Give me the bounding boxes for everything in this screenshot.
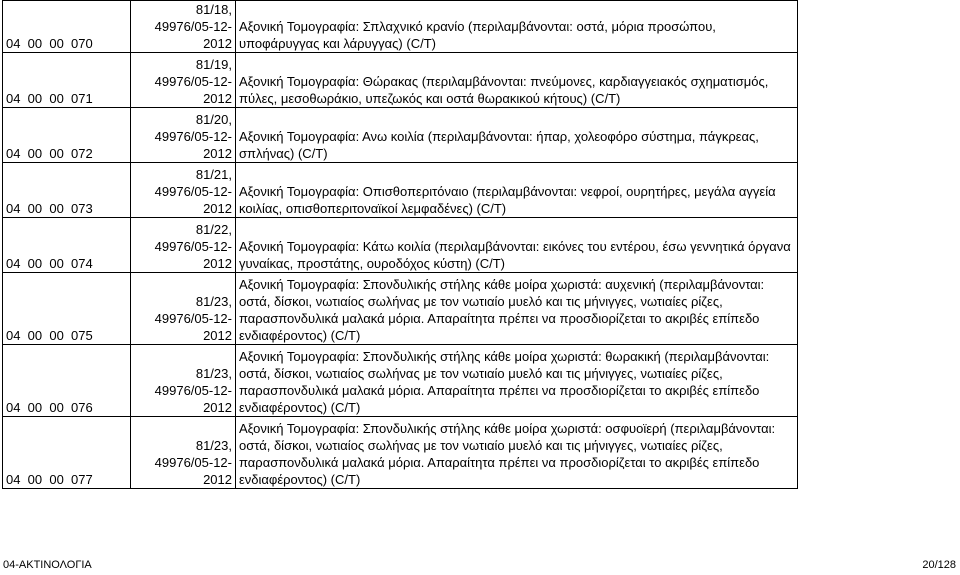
reference-line: 2012 <box>203 36 232 51</box>
procedure-description: Αξονική Τομογραφία: Σπονδυλικής στήλης κάθε μοίρα χωριστά: οσφυοϊερή (περιλαμβάνονται: οστά, δίσκοι, νωτιαίος σωλήνας με τον νωτιαίο μυελό και τις μήνιγγες, νωτιαίες ρίζες, παρασπονδυλικά μαλακά μόρια. Απαραίτητα πρέπει να προσδιορίζεται το ακριβές επίπεδο ενδιαφέροντος) (C/T) <box>236 417 798 489</box>
reference-line: 81/23, <box>195 438 232 453</box>
procedure-code: 04 00 00 072 <box>3 108 131 163</box>
procedure-code: 04 00 00 073 <box>3 163 131 218</box>
reference-cell <box>131 163 236 218</box>
reference-line: 49976/05-12- <box>154 311 232 326</box>
reference-line: 2012 <box>203 146 232 161</box>
reference-line: 81/21, <box>195 167 232 182</box>
procedure-description: Αξονική Τομογραφία: Οπισθοπεριτόναιο (περιλαμβάνονται: νεφροί, ουρητήρες, μεγάλα αγγεία κοιλίας, οπισθοπεριτοναϊκοί λεμφαδένες) (C/T) <box>236 163 798 218</box>
reference-line: 49976/05-12- <box>154 383 232 398</box>
reference-line: 49976/05-12- <box>154 129 232 144</box>
reference-line: 2012 <box>203 328 232 343</box>
table-row <box>3 53 798 108</box>
reference-line: 2012 <box>203 201 232 216</box>
procedure-description: Αξονική Τομογραφία: Σπονδυλικής στήλης κάθε μοίρα χωριστά: θωρακική (περιλαμβάνονται: οστά, δίσκοι, νωτιαίος σωλήνας με τον νωτιαίο μυελό και τις μήνιγγες, νωτιαίες ρίζες, παρασπονδυλικά μαλακά μόρια. Απαραίτητα πρέπει να προσδιορίζεται το ακριβές επίπεδο ενδιαφέροντος) (C/T) <box>236 345 798 417</box>
reference-line: 81/23, <box>195 366 232 381</box>
procedure-description: Αξονική Τομογραφία: Ανω κοιλία (περιλαμβάνονται: ήπαρ, χολεοφόρο σύστημα, πάγκρεας, σπλήνας) (C/T) <box>236 108 798 163</box>
reference-line: 81/19, <box>195 57 232 72</box>
reference-cell <box>131 108 236 163</box>
reference-cell <box>131 53 236 108</box>
procedure-code: 04 00 00 071 <box>3 53 131 108</box>
reference-cell <box>131 218 236 273</box>
reference-line: 49976/05-12- <box>154 239 232 254</box>
procedure-description: Αξονική Τομογραφία: Σπονδυλικής στήλης κάθε μοίρα χωριστά: αυχενική (περιλαμβάνονται: οστά, δίσκοι, νωτιαίος σωλήνας με τον νωτιαίο μυελό και τις μήνιγγες, νωτιαίες ρίζες, παρασπονδυλικά μαλακά μόρια. Απαραίτητα πρέπει να προσδιορίζεται το ακριβές επίπεδο ενδιαφέροντος) (C/T) <box>236 273 798 345</box>
reference-line: 2012 <box>203 91 232 106</box>
reference-line: 2012 <box>203 256 232 271</box>
procedure-description: Αξονική Τομογραφία: Θώρακας (περιλαμβάνονται: πνεύμονες, καρδιαγγειακός σχηματισμός, πύλες, μεσοθωράκιο, υπεζωκός και οστά θωρακικού κήτους) (C/T) <box>236 53 798 108</box>
procedure-description: Αξονική Τομογραφία: Κάτω κοιλία (περιλαμβάνονται: εικόνες του εντέρου, έσω γεννητικά όργανα γυναίκας, προστάτης, ουροδόχος κύστη) (C/T) <box>236 218 798 273</box>
footer-page-number: 20/128 <box>922 559 956 571</box>
reference-line: 81/18, <box>195 2 232 17</box>
reference-line: 49976/05-12- <box>154 19 232 34</box>
reference-cell <box>131 273 236 345</box>
table-row <box>3 1 798 53</box>
table-row <box>3 218 798 273</box>
reference-line: 49976/05-12- <box>154 455 232 470</box>
reference-line: 81/22, <box>195 222 232 237</box>
table-row <box>3 163 798 218</box>
reference-line: 49976/05-12- <box>154 184 232 199</box>
reference-line: 81/20, <box>195 112 232 127</box>
reference-line: 2012 <box>203 472 232 487</box>
table-row <box>3 273 798 345</box>
reference-line: 49976/05-12- <box>154 74 232 89</box>
table-row <box>3 345 798 417</box>
procedure-description: Αξονική Τομογραφία: Σπλαχνικό κρανίο (περιλαμβάνονται: οστά, μόρια προσώπου, υποφάρυγγας και λάρυγγας) (C/T) <box>236 1 798 53</box>
reference-line: 2012 <box>203 400 232 415</box>
reference-cell <box>131 345 236 417</box>
procedure-code: 04 00 00 077 <box>3 417 131 489</box>
procedure-code: 04 00 00 074 <box>3 218 131 273</box>
procedure-code: 04 00 00 070 <box>3 1 131 53</box>
reference-line: 81/23, <box>195 294 232 309</box>
procedure-code: 04 00 00 076 <box>3 345 131 417</box>
table-row <box>3 417 798 489</box>
reference-cell <box>131 1 236 53</box>
footer-section-title: 04-ΑΚΤΙΝΟΛΟΓΙΑ <box>3 559 92 571</box>
procedure-code: 04 00 00 075 <box>3 273 131 345</box>
reference-cell <box>131 417 236 489</box>
table-row <box>3 108 798 163</box>
procedures-table <box>2 0 798 489</box>
